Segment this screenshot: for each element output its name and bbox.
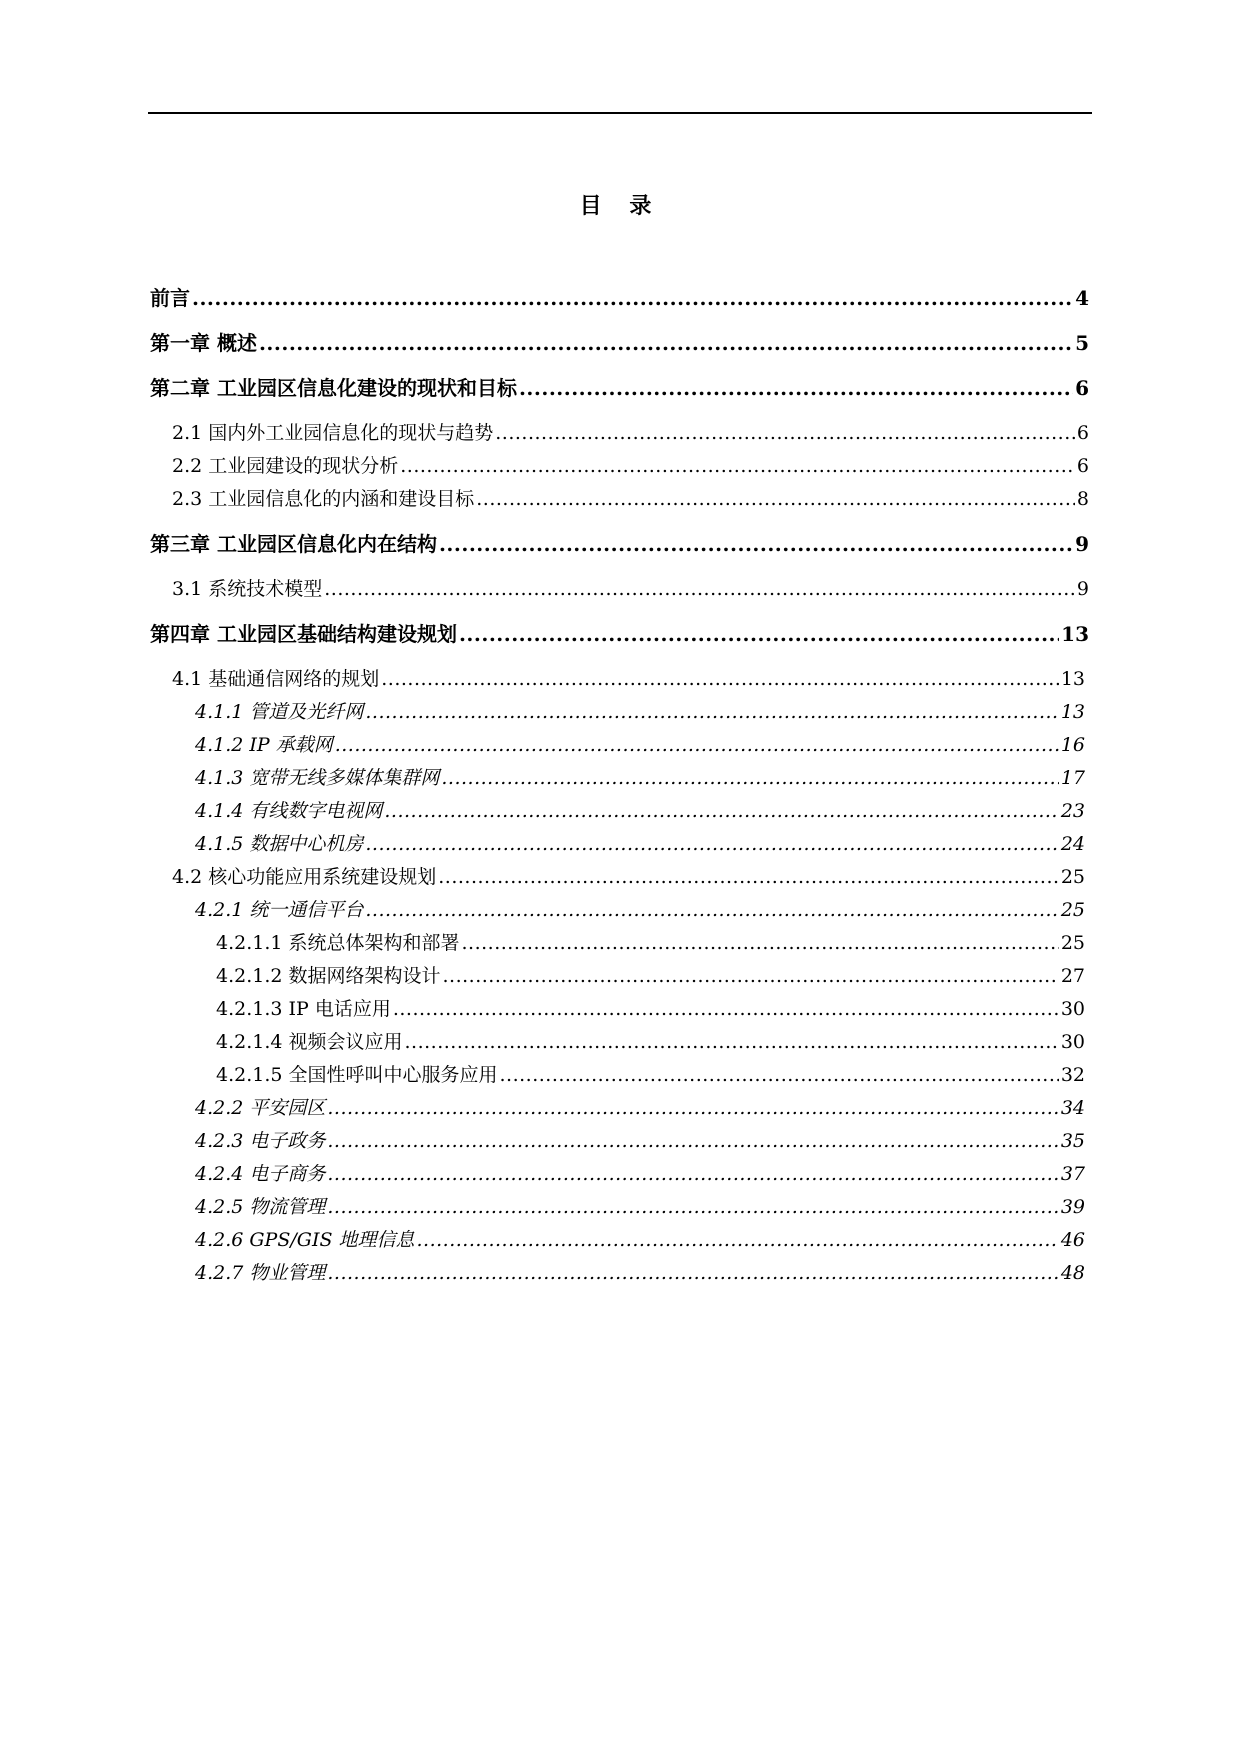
dot-leader xyxy=(443,962,1059,990)
toc-entry-page: 25 xyxy=(1060,932,1085,954)
toc-entry-4-2-3[interactable] xyxy=(195,1127,1085,1155)
toc-entry-label: 2.1 国内外工业园信息化的现状与趋势 xyxy=(172,422,494,444)
toc-entry-page: 34 xyxy=(1060,1097,1085,1119)
dot-leader xyxy=(327,1094,1058,1122)
dot-leader xyxy=(500,1061,1059,1089)
toc-entry-page: 27 xyxy=(1060,965,1085,987)
toc-entry-4-2-1-1[interactable] xyxy=(216,929,1085,957)
dot-leader xyxy=(365,896,1058,924)
toc-entry-4-1-5[interactable] xyxy=(195,830,1085,858)
toc-entry-label: 4.2.3 电子政务 xyxy=(195,1130,326,1152)
dot-leader xyxy=(327,1193,1058,1221)
dot-leader xyxy=(393,995,1059,1023)
header-rule xyxy=(148,112,1092,114)
toc-entry-page: 48 xyxy=(1060,1262,1085,1284)
toc-entry-page: 6 xyxy=(1076,455,1089,477)
toc-entry-label: 4.1.1 管道及光纤网 xyxy=(195,701,364,723)
toc-entry-4-2-1[interactable] xyxy=(195,896,1085,924)
toc-entry-page: 9 xyxy=(1075,532,1089,556)
toc-entry-page: 32 xyxy=(1060,1064,1085,1086)
dot-leader xyxy=(476,485,1075,513)
toc-entry-4-2-1-3[interactable] xyxy=(216,995,1085,1023)
dot-leader xyxy=(327,1259,1058,1287)
toc-entry-page: 6 xyxy=(1075,376,1089,400)
toc-entry-page: 4 xyxy=(1075,286,1089,310)
toc-entry-label: 第四章 工业园区基础结构建设规划 xyxy=(150,622,457,646)
dot-leader xyxy=(441,764,1058,792)
dot-leader xyxy=(439,530,1073,558)
dot-leader xyxy=(335,731,1059,759)
toc-entry-4-2-1-5[interactable] xyxy=(216,1061,1085,1089)
toc-entry-label: 4.1.3 宽带无线多媒体集群网 xyxy=(195,767,440,789)
dot-leader xyxy=(405,1028,1059,1056)
toc-entry-label: 4.2 核心功能应用系统建设规划 xyxy=(172,866,437,888)
toc-entry-label: 2.3 工业园信息化的内涵和建设目标 xyxy=(172,488,475,510)
toc-entry-page: 5 xyxy=(1075,331,1089,355)
toc-entry-chapter-2[interactable] xyxy=(150,374,1089,402)
toc-entry-label: 4.2.2 平安园区 xyxy=(195,1097,326,1119)
dot-leader xyxy=(327,1127,1058,1155)
toc-entry-page: 6 xyxy=(1076,422,1089,444)
toc-entry-page: 16 xyxy=(1060,734,1085,756)
dot-leader xyxy=(495,419,1075,447)
toc-entry-page: 13 xyxy=(1060,668,1085,690)
toc-entry-4-1-2[interactable] xyxy=(195,731,1085,759)
toc-entry-label: 4.2.7 物业管理 xyxy=(195,1262,326,1284)
toc-entry-page: 37 xyxy=(1060,1163,1085,1185)
toc-entry-chapter-3[interactable] xyxy=(150,530,1089,558)
toc-entry-4-2-5[interactable] xyxy=(195,1193,1085,1221)
toc-entry-4-2-1-4[interactable] xyxy=(216,1028,1085,1056)
toc-entry-page: 25 xyxy=(1060,899,1085,921)
dot-leader xyxy=(327,1160,1058,1188)
toc-entry-label: 4.1.2 IP 承载网 xyxy=(195,734,333,756)
toc-entry-label: 4.2.1 统一通信平台 xyxy=(195,899,364,921)
toc-entry-page: 13 xyxy=(1060,701,1085,723)
dot-leader xyxy=(259,329,1073,357)
toc-entry-4-2-6[interactable] xyxy=(195,1226,1085,1254)
toc-entry-label: 4.2.6 GPS/GIS 地理信息 xyxy=(195,1229,415,1251)
dot-leader xyxy=(462,929,1059,957)
toc-entry-page: 30 xyxy=(1060,998,1085,1020)
toc-entry-section-4-2[interactable] xyxy=(172,863,1085,891)
dot-leader xyxy=(381,665,1059,693)
toc-entry-label: 4.2.1.3 IP 电话应用 xyxy=(216,998,391,1020)
toc-entry-label: 第二章 工业园区信息化建设的现状和目标 xyxy=(150,376,517,400)
toc-entry-section-2-1[interactable] xyxy=(172,419,1089,447)
toc-entry-label: 4.2.5 物流管理 xyxy=(195,1196,326,1218)
toc-entry-4-1-1[interactable] xyxy=(195,698,1085,726)
toc-entry-page: 35 xyxy=(1060,1130,1085,1152)
toc-entry-label: 第三章 工业园区信息化内在结构 xyxy=(150,532,437,556)
toc-entry-preface[interactable] xyxy=(150,284,1089,312)
toc-entry-page: 30 xyxy=(1060,1031,1085,1053)
toc-entry-4-1-3[interactable] xyxy=(195,764,1085,792)
toc-entry-page: 23 xyxy=(1060,800,1085,822)
toc-entry-4-1-4[interactable] xyxy=(195,797,1085,825)
toc-entry-label: 4.2.1.5 全国性呼叫中心服务应用 xyxy=(216,1064,498,1086)
toc-entry-page: 9 xyxy=(1076,578,1089,600)
toc-entry-label: 4.2.1.1 系统总体架构和部署 xyxy=(216,932,460,954)
toc-entry-page: 13 xyxy=(1061,622,1089,646)
toc-entry-page: 39 xyxy=(1060,1196,1085,1218)
toc-entry-4-2-2[interactable] xyxy=(195,1094,1085,1122)
toc-entry-chapter-4[interactable] xyxy=(150,620,1089,648)
toc-entry-label: 4.1 基础通信网络的规划 xyxy=(172,668,380,690)
toc-entry-label: 4.2.1.2 数据网络架构设计 xyxy=(216,965,441,987)
toc-entry-chapter-1[interactable] xyxy=(150,329,1089,357)
dot-leader xyxy=(365,830,1058,858)
toc-title: 目 录 xyxy=(579,193,662,219)
toc-entry-section-2-2[interactable] xyxy=(172,452,1089,480)
toc-entry-label: 第一章 概述 xyxy=(150,331,257,355)
dot-leader xyxy=(384,797,1058,825)
dot-leader xyxy=(459,620,1059,648)
toc-entry-page: 8 xyxy=(1076,488,1089,510)
toc-entry-label: 2.2 工业园建设的现状分析 xyxy=(172,455,399,477)
toc-entry-label: 前言 xyxy=(150,286,190,310)
toc-entry-label: 4.1.4 有线数字电视网 xyxy=(195,800,383,822)
dot-leader xyxy=(438,863,1059,891)
toc-entry-section-3-1[interactable] xyxy=(172,575,1089,603)
toc-entry-page: 24 xyxy=(1060,833,1085,855)
toc-entry-page: 17 xyxy=(1060,767,1085,789)
toc-entry-section-4-1[interactable] xyxy=(172,665,1085,693)
toc-entry-4-2-4[interactable] xyxy=(195,1160,1085,1188)
dot-leader xyxy=(519,374,1073,402)
toc-entry-label: 4.2.1.4 视频会议应用 xyxy=(216,1031,403,1053)
dot-leader xyxy=(365,698,1058,726)
dot-leader xyxy=(417,1226,1059,1254)
toc-entry-label: 4.1.5 数据中心机房 xyxy=(195,833,364,855)
toc-entry-page: 46 xyxy=(1060,1229,1085,1251)
dot-leader xyxy=(324,575,1075,603)
toc-entry-label: 3.1 系统技术模型 xyxy=(172,578,323,600)
toc-entry-4-2-1-2[interactable] xyxy=(216,962,1085,990)
dot-leader xyxy=(192,284,1073,312)
dot-leader xyxy=(400,452,1075,480)
toc-entry-page: 25 xyxy=(1060,866,1085,888)
toc-entry-label: 4.2.4 电子商务 xyxy=(195,1163,326,1185)
toc-entry-4-2-7[interactable] xyxy=(195,1259,1085,1287)
toc-entry-section-2-3[interactable] xyxy=(172,485,1089,513)
